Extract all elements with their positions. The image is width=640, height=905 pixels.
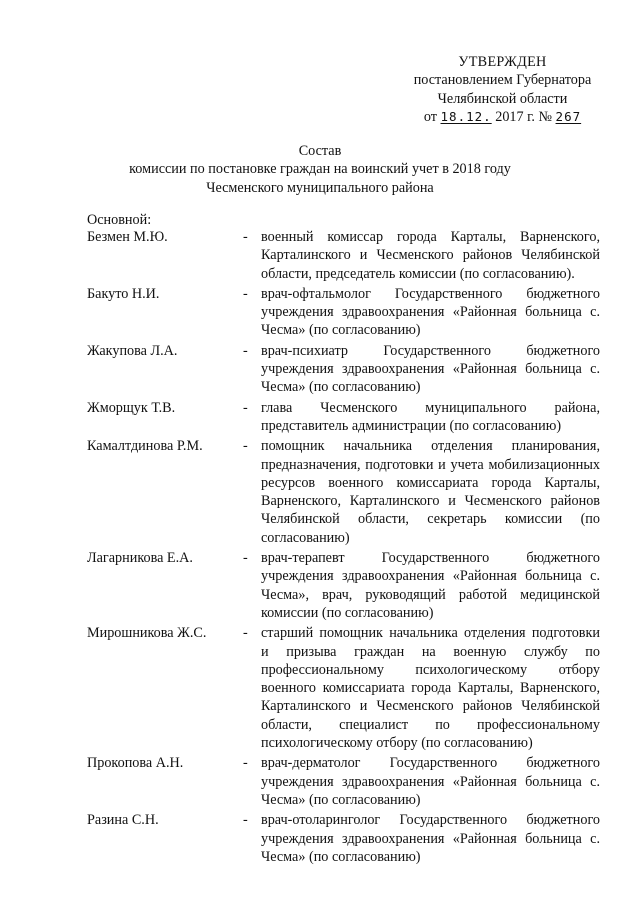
dash-separator: - — [243, 438, 248, 455]
member-name: Лагарникова Е.А. — [87, 550, 193, 567]
section-label: Основной: — [87, 212, 152, 228]
document-heading — [40, 142, 600, 197]
member-name: Мирошникова Ж.С. — [87, 625, 207, 642]
heading-subtitle: комиссии по постановке граждан на воинский учет в 2018 году — [129, 161, 511, 178]
list-item — [87, 437, 607, 547]
dash-separator: - — [243, 229, 248, 245]
member-name: Жморщук Т.В. — [87, 399, 176, 416]
list-item — [87, 549, 607, 622]
dash-separator: - — [243, 550, 248, 567]
handwritten-date: 18.12. — [440, 108, 492, 124]
list-item — [87, 228, 607, 283]
approval-title: УТВЕРЖДЕН — [458, 54, 547, 70]
heading-district: Чесменского муниципального района — [206, 179, 434, 196]
list-item — [87, 342, 607, 397]
member-name: Прокопова А.Н. — [87, 755, 184, 772]
list-item — [87, 811, 607, 866]
member-role: глава Чесменского муниципального района, представитель администрации (по согласованию) — [261, 399, 600, 434]
approval-region: Челябинской области — [437, 90, 568, 107]
member-role: врач-терапевт Государственного бюджетного учреждения здравоохранения «Районная больница с. Чесма», врач, руководящий работой медицинской комиссии (по согласованию) — [261, 550, 600, 621]
dash-separator: - — [243, 285, 248, 302]
member-role: помощник начальника отделения планирования, предназначения, подготовки и учета мобилизационных ресурсов военного комиссариата города Карталы, Варненского, Карталинского и Чесменского районов Челябинской области, секретарь комиссии (по согласованию) — [261, 438, 600, 546]
dash-separator: - — [243, 812, 248, 829]
member-role: врач-психиатр Государственного бюджетного учреждения здравоохранения «Районная больница с. Чесма» (по согласованию) — [261, 342, 600, 396]
heading-title: Состав — [298, 143, 342, 159]
member-role: врач-отоларинголог Государственного бюджетного учреждения здравоохранения «Районная больница с. Чесма» (по согласованию) — [261, 812, 600, 865]
member-name: Жакупова Л.А. — [87, 342, 178, 359]
member-role: старший помощник начальника отделения подготовки и призыва граждан на военную службу по профессиональному психологическому отбору военного комиссариата города Карталы, Варненского, Карталинского и Чесменского районов Челябинской области, специалист по профессиональному психологическому отбору (по согласованию) — [261, 625, 600, 752]
date-prefix: от — [423, 108, 437, 125]
list-item — [87, 399, 607, 436]
list-item — [87, 285, 607, 340]
approval-authority: постановлением Губернатора — [413, 72, 592, 89]
approval-stamp — [395, 53, 610, 126]
dash-separator: - — [243, 625, 248, 642]
list-item — [87, 754, 607, 809]
dash-separator: - — [243, 342, 248, 359]
member-role: военный комиссар города Карталы, Варненского, Карталинского и Чесменского районов Челябинской области, председатель комиссии (по согласованию). — [261, 229, 600, 282]
member-name: Безмен М.Ю. — [87, 229, 168, 245]
handwritten-number: 267 — [555, 108, 582, 124]
dash-separator: - — [243, 755, 248, 772]
member-name: Камалтдинова Р.М. — [87, 438, 203, 455]
member-name: Разина С.Н. — [87, 812, 159, 829]
date-year-number-label: 2017 г. № — [495, 108, 552, 125]
member-name: Бакуто Н.И. — [87, 285, 160, 302]
member-role: врач-дерматолог Государственного бюджетного учреждения здравоохранения «Районная больница с. Чесма» (по согласованию) — [261, 755, 600, 808]
member-role: врач-офтальмолог Государственного бюджетного учреждения здравоохранения «Районная больница с. Чесма» (по согласованию) — [261, 285, 600, 339]
dash-separator: - — [243, 399, 248, 416]
member-list — [87, 228, 607, 868]
approval-date-line — [395, 108, 610, 126]
list-item — [87, 624, 607, 752]
